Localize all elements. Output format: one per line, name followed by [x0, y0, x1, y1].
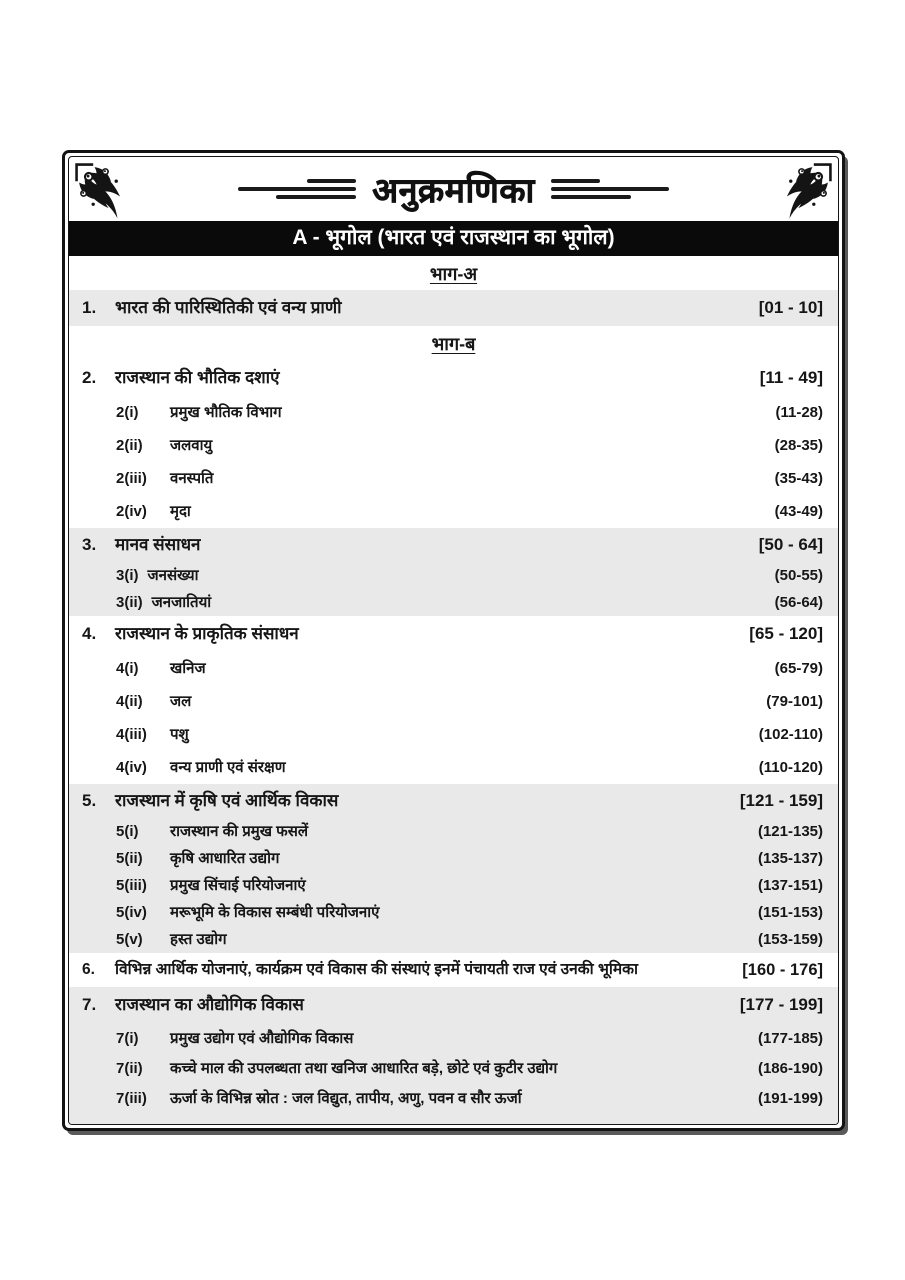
- entry-title: राजस्थान की भौतिक दशाएं: [115, 368, 280, 388]
- section-bar: A - भूगोल (भारत एवं राजस्थान का भूगोल): [69, 221, 838, 256]
- entry-pages: (153-159): [757, 931, 823, 949]
- toc-section-2: [69, 360, 838, 528]
- toc-row: [69, 360, 838, 396]
- toc-row: [69, 784, 838, 818]
- entry-pages: (56-64): [774, 594, 823, 612]
- entry-title: खनिज: [170, 660, 206, 678]
- toc-section-1: [69, 290, 838, 326]
- entry-title: भारत की पारिस्थितिकी एवं वन्य प्राणी: [115, 298, 342, 318]
- toc-header: [69, 157, 838, 221]
- title-rule-left-icon: [238, 179, 356, 199]
- toc-row: [69, 562, 838, 589]
- entry-title: राजस्थान का औद्योगिक विकास: [115, 995, 304, 1015]
- entry-number: 6.: [82, 961, 95, 979]
- entry-pages: (11-28): [775, 404, 823, 422]
- entry-title: प्रमुख सिंचाई परियोजनाएं: [170, 877, 306, 895]
- toc-row: [69, 751, 838, 784]
- toc-page-frame: [62, 150, 845, 1131]
- entry-title: जल: [170, 693, 192, 711]
- entry-title: राजस्थान के प्राकृतिक संसाधन: [115, 624, 299, 644]
- entry-number: 4(iii): [116, 726, 147, 744]
- entry-pages: [01 - 10]: [758, 298, 823, 318]
- toc-row: [69, 987, 838, 1023]
- entry-pages: (137-151): [757, 877, 823, 895]
- entry-title: वनस्पति: [170, 470, 214, 488]
- entry-title: राजस्थान की प्रमुख फसलें: [170, 823, 309, 841]
- toc-row: [69, 818, 838, 845]
- entry-pages: (65-79): [774, 660, 823, 678]
- entry-number: 2(ii): [116, 437, 143, 455]
- entry-number: 5(v): [116, 931, 143, 949]
- part-a-label: भाग-अ: [429, 264, 478, 285]
- toc-section-3: [69, 528, 838, 616]
- entry-number: 2(i): [116, 404, 139, 422]
- entry-number: 2.: [82, 368, 97, 388]
- page-title: अनुक्रमणिका: [372, 172, 535, 210]
- toc-row: [69, 872, 838, 899]
- entry-pages: (191-199): [757, 1089, 823, 1107]
- entry-number: 7(ii): [116, 1059, 143, 1077]
- toc-section-4: [69, 616, 838, 784]
- toc-page-inner: [68, 156, 839, 1125]
- entry-title: हस्त उद्योग: [170, 931, 227, 949]
- entry-pages: (151-153): [757, 904, 823, 922]
- entry-pages: [11 - 49]: [759, 368, 823, 388]
- toc-row: [69, 495, 838, 528]
- entry-pages: [177 - 199]: [739, 995, 823, 1015]
- entry-number: 3.: [82, 535, 97, 555]
- entry-pages: (110-120): [758, 759, 823, 777]
- toc-row: [69, 1023, 838, 1053]
- toc-row: [69, 652, 838, 685]
- entry-number: 4(ii): [116, 693, 143, 711]
- part-a-heading: [69, 256, 838, 290]
- entry-pages: (177-185): [757, 1029, 823, 1047]
- entry-pages: (135-137): [757, 850, 823, 868]
- entry-title: मरूभूमि के विकास सम्बंधी परियोजनाएं: [170, 904, 380, 922]
- floral-corner-ornament-icon: [74, 162, 138, 226]
- toc-row: [69, 899, 838, 926]
- entry-title: जनसंख्या: [147, 567, 199, 585]
- entry-title: कृषि आधारित उद्योग: [170, 850, 280, 868]
- toc-row: [69, 718, 838, 751]
- title-rule-right-icon: [551, 179, 669, 199]
- toc-row: [69, 1083, 838, 1113]
- entry-title: जनजातियां: [151, 594, 212, 612]
- entry-pages: [121 - 159]: [739, 791, 823, 811]
- entry-pages: (43-49): [774, 503, 823, 521]
- entry-title: प्रमुख भौतिक विभाग: [170, 404, 282, 422]
- entry-pages: (50-55): [774, 567, 823, 585]
- entry-title: ऊर्जा के विभिन्न स्रोत : जल विद्युत, तापीय, अणु, पवन व सौर ऊर्जा: [170, 1089, 522, 1107]
- toc-row: [69, 429, 838, 462]
- entry-number: 7.: [82, 995, 97, 1015]
- entry-number: 1.: [82, 298, 97, 318]
- entry-title: कच्चे माल की उपलब्धता तथा खनिज आधारित बड़े, छोटे एवं कुटीर उद्योग: [170, 1059, 558, 1077]
- toc-row: [69, 589, 838, 616]
- entry-number: 4(i): [116, 660, 139, 678]
- entry-number: 2(iii): [116, 470, 147, 488]
- entry-number: 3(i): [116, 567, 139, 585]
- entry-number: 5(iii): [116, 877, 147, 895]
- entry-pages: [50 - 64]: [758, 535, 823, 555]
- entry-number: 7(iii): [116, 1089, 147, 1107]
- entry-pages: [65 - 120]: [749, 624, 823, 644]
- entry-title: वन्य प्राणी एवं संरक्षण: [170, 759, 286, 777]
- toc-row: [69, 396, 838, 429]
- floral-corner-ornament-icon: [769, 162, 833, 226]
- toc-row: [69, 616, 838, 652]
- part-b-label: भाग-ब: [431, 334, 476, 355]
- entry-number: 5.: [82, 791, 97, 811]
- entry-title: विभिन्न आर्थिक योजनाएं, कार्यक्रम एवं विकास की संस्थाएं इनमें पंचायती राज एवं उनकी भूमिका: [115, 961, 639, 979]
- toc-row: [69, 528, 838, 562]
- toc-section-7: [69, 987, 838, 1124]
- toc-row: [69, 1053, 838, 1083]
- toc-row: [69, 953, 838, 987]
- toc-row: [69, 462, 838, 495]
- part-b-heading: [69, 326, 838, 360]
- entry-number: 2(iv): [116, 503, 147, 521]
- entry-number: 5(iv): [116, 904, 147, 922]
- toc-section-6: [69, 953, 838, 987]
- entry-title: मृदा: [170, 503, 191, 521]
- entry-title: राजस्थान में कृषि एवं आर्थिक विकास: [115, 791, 339, 811]
- entry-title: मानव संसाधन: [115, 535, 201, 555]
- entry-pages: (186-190): [757, 1059, 823, 1077]
- entry-number: 3(ii): [116, 594, 143, 612]
- entry-number: 4.: [82, 624, 97, 644]
- entry-pages: (102-110): [758, 726, 823, 744]
- entry-pages: [160 - 176]: [742, 960, 823, 979]
- entry-pages: (121-135): [757, 823, 823, 841]
- entry-pages: (79-101): [766, 693, 823, 711]
- entry-title: प्रमुख उद्योग एवं औद्योगिक विकास: [170, 1029, 354, 1047]
- entry-number: 4(iv): [116, 759, 147, 777]
- toc-row: [69, 685, 838, 718]
- entry-number: 7(i): [116, 1029, 139, 1047]
- entry-title: जलवायु: [170, 437, 213, 455]
- entry-number: 5(i): [116, 823, 139, 841]
- toc-row: [69, 845, 838, 872]
- entry-pages: (35-43): [774, 470, 823, 488]
- entry-title: पशु: [170, 726, 189, 744]
- toc-row: [69, 290, 838, 326]
- toc-row: [69, 926, 838, 953]
- toc-section-5: [69, 784, 838, 953]
- entry-number: 5(ii): [116, 850, 143, 868]
- entry-pages: (28-35): [774, 437, 823, 455]
